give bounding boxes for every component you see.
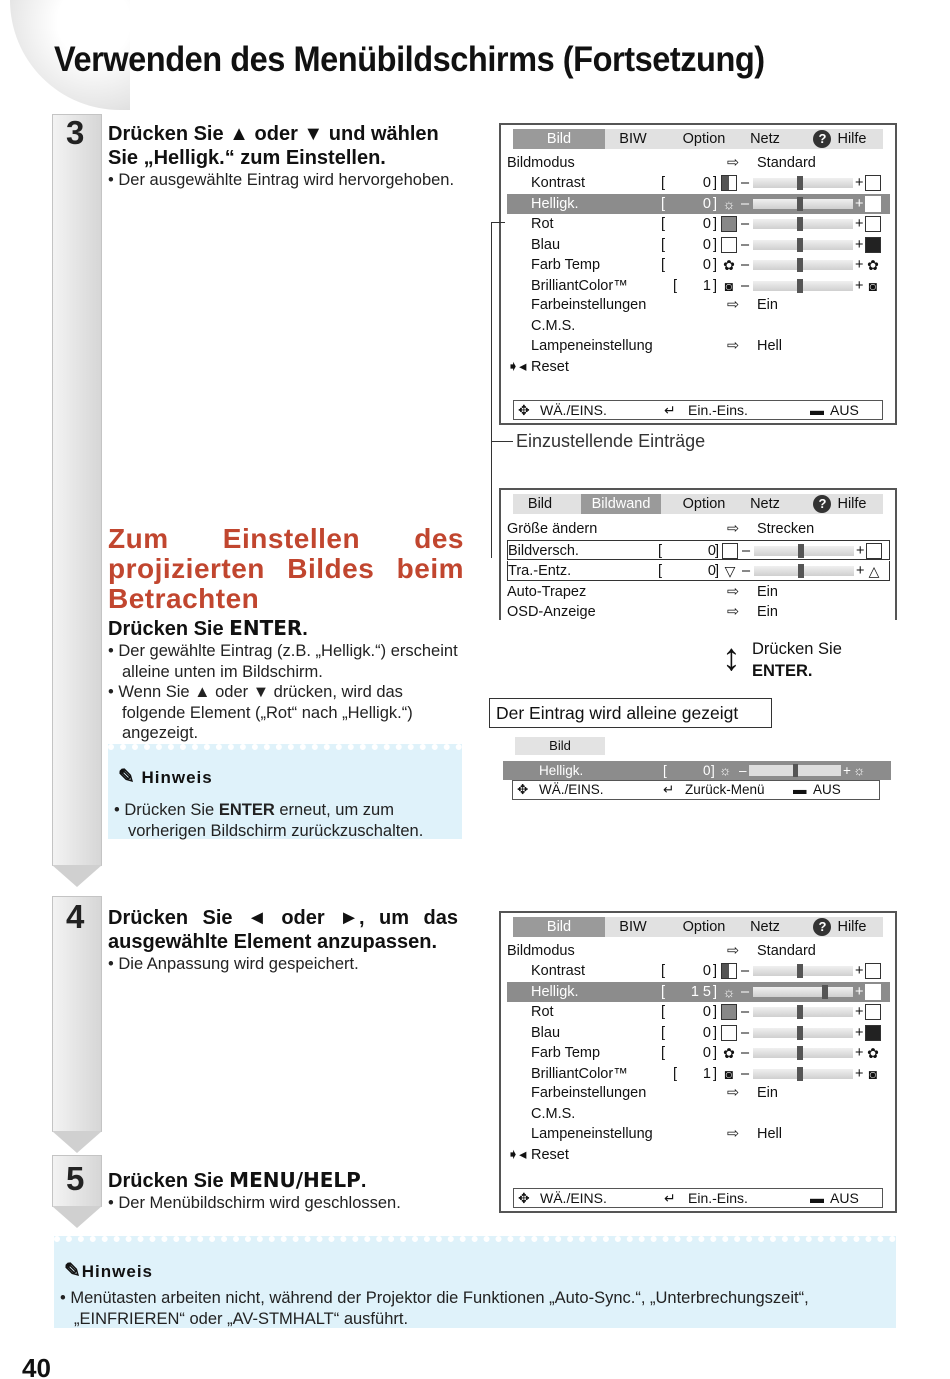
- blue-icon: [721, 1025, 737, 1041]
- color-temp-icon: ✿: [723, 1045, 735, 1061]
- note-text: • Drücken Sie ENTER erneut, um zum vorherigen Bildschirm zurückzuschalten.: [114, 801, 424, 840]
- groesse-label[interactable]: Größe ändern: [507, 521, 598, 537]
- step-3-number: 3: [66, 114, 85, 151]
- lampeneinstellung-value: Hell: [757, 338, 782, 354]
- menu-icon: ▬: [793, 782, 807, 797]
- row-label: Rot: [531, 1004, 554, 1020]
- menu-row-2[interactable]: Rot [ 0 ] – +: [507, 1002, 890, 1022]
- enter-icon: ↵: [664, 1190, 676, 1206]
- row-value: 0: [702, 257, 711, 273]
- callout-line: [491, 441, 513, 442]
- row-label: Blau: [531, 236, 561, 253]
- row-label: BrilliantColor™: [531, 1065, 628, 1082]
- footer-select: WÄ./EINS.: [540, 402, 607, 418]
- menu-row-2[interactable]: Rot [ 0 ] – +: [507, 214, 890, 234]
- red-icon: [865, 1004, 881, 1020]
- brightness-icon: ☼: [866, 195, 880, 212]
- row-label: BrilliantColor™: [531, 277, 628, 294]
- bildversch-slider[interactable]: [754, 546, 854, 556]
- row-value: 0: [702, 963, 711, 979]
- contrast-icon: [865, 963, 881, 979]
- arrow-icon: ⇨: [727, 584, 740, 600]
- contrast-icon: [721, 963, 737, 979]
- single-value: 0: [703, 763, 711, 778]
- enter-icon: ↵: [664, 402, 676, 418]
- farbeinstellungen-label[interactable]: Farbeinstellungen: [531, 1085, 647, 1101]
- step-4-number: 4: [66, 898, 85, 935]
- shift-icon: [722, 543, 738, 559]
- row-value: 1: [702, 1065, 711, 1082]
- row-label: Helligk.: [531, 195, 579, 212]
- traentz-slider[interactable]: [754, 566, 854, 576]
- arrow-icon: ⇨: [727, 338, 740, 354]
- menu-icon: ▬: [810, 402, 824, 418]
- reset-label[interactable]: Reset: [531, 359, 569, 375]
- menu-row-3[interactable]: Blau [ 0 ] – +: [507, 235, 890, 255]
- menu-row-4[interactable]: Farb Temp [ 0 ] ✿ – + ✿: [507, 1043, 890, 1063]
- osd-menu-bildwand: Bild Bildwand Option Netz ? Hilfe Größe ändern ⇨ Strecken Bildversch. [ 0 ] – + Tra.-Entz. [ 0 ] ▽ – + △ Auto-Trapez ⇨ Ein OSD-Anzeige ⇨ Ein: [499, 488, 897, 620]
- cms-label[interactable]: C.M.S.: [531, 1106, 576, 1122]
- farbeinstellungen-label[interactable]: Farbeinstellungen: [531, 297, 647, 313]
- callout-line: [491, 441, 492, 558]
- row-slider[interactable]: [753, 199, 853, 209]
- bildmodus-value: Standard: [757, 943, 816, 959]
- tab-biw[interactable]: BIW: [619, 919, 647, 935]
- groesse-value: Strecken: [757, 521, 815, 537]
- farbeinstellungen-value: Ein: [757, 1085, 778, 1101]
- footer-exit: AUS: [830, 1190, 859, 1206]
- footer-exit: AUS: [813, 782, 841, 797]
- autotrapez-value: Ein: [757, 584, 778, 600]
- brilliantcolor-icon: ◙: [865, 278, 881, 294]
- row-value: 0: [702, 175, 711, 191]
- brilliantcolor-icon: ◙: [724, 1065, 734, 1082]
- blue-icon: [865, 237, 881, 253]
- row-slider[interactable]: [753, 966, 853, 976]
- single-tab: Bild: [515, 737, 605, 755]
- section-title: Zum Einstellen des projizierten Bildes beim Betrachten: [108, 523, 464, 614]
- tab-netz[interactable]: Netz: [750, 496, 780, 512]
- footer-back: Zurück-Menü: [685, 782, 765, 797]
- step-4-heading: Drücken Sie ◄ oder ►, um das ausgewählte Element anzupassen.: [108, 907, 458, 953]
- arrow-icon: ⇨: [727, 297, 740, 313]
- single-row: Helligk. [ 0 ] ☼ – + ☼: [503, 761, 891, 780]
- color-temp-icon: ✿: [865, 257, 881, 273]
- tab-bild[interactable]: Bild: [513, 129, 605, 149]
- move-icon: ✥: [518, 1190, 530, 1206]
- lampeneinstellung-label[interactable]: Lampeneinstellung: [531, 1126, 653, 1142]
- section-subtitle: Drücken Sie ENTER.: [108, 616, 308, 640]
- bildmodus-label: Bildmodus: [507, 155, 575, 171]
- single-label: Helligk.: [539, 763, 584, 778]
- shift-icon: [866, 543, 882, 559]
- farbeinstellungen-value: Ein: [757, 297, 778, 313]
- row-slider[interactable]: [753, 987, 853, 997]
- page-title: Verwenden des Menübildschirms (Fortsetzung): [54, 40, 765, 79]
- osd-menu-bild-2: [499, 911, 897, 1213]
- row-slider[interactable]: [753, 219, 853, 229]
- menu-row-0[interactable]: Kontrast [ 0 ] – +: [507, 961, 890, 981]
- tab-option[interactable]: Option: [682, 496, 726, 512]
- single-slider[interactable]: [749, 765, 841, 776]
- step-3-heading: Drücken Sie ▲ oder ▼ und wählen Sie „Helligk.“ zum Einstellen.: [108, 123, 439, 169]
- row-value: 0: [702, 1004, 711, 1020]
- row-slider[interactable]: [753, 281, 853, 291]
- row-slider[interactable]: [753, 1048, 853, 1058]
- arrow-icon: ⇨: [727, 1126, 740, 1142]
- row-value: 0: [702, 1024, 711, 1041]
- traentz-value: 0: [707, 563, 716, 579]
- bottom-note-title: Hinweis: [81, 1262, 154, 1281]
- brightness-icon: ☼: [853, 763, 866, 778]
- bildversch-value: 0: [707, 543, 716, 559]
- tab-bildwand[interactable]: Bildwand: [581, 494, 661, 514]
- brightness-icon: ☼: [722, 983, 736, 1000]
- blue-icon: [721, 237, 737, 253]
- cms-label[interactable]: C.M.S.: [531, 318, 576, 334]
- row-label: Blau: [531, 1024, 561, 1041]
- color-temp-icon: ✿: [723, 257, 735, 273]
- tab-netz[interactable]: Netz: [750, 131, 780, 147]
- contrast-icon: [721, 175, 737, 191]
- row-value: 0: [702, 1045, 711, 1061]
- keystone-icon: △: [866, 563, 882, 579]
- tab-option[interactable]: Option: [682, 131, 726, 147]
- step-4-bullet: • Die Anpassung wird gespeichert.: [108, 955, 359, 973]
- footer-exit: AUS: [830, 402, 859, 418]
- note-title: Hinweis: [141, 768, 213, 787]
- menu-row-1[interactable]: Helligk. [ 0 ] ☼ – + ☼: [507, 194, 890, 214]
- red-icon: [721, 1004, 737, 1020]
- enter-icon: ↵: [663, 782, 675, 797]
- row-label: Helligk.: [531, 983, 579, 1000]
- menu-row-1[interactable]: Helligk. [ 1 5 ] ☼ – + ☼: [507, 982, 890, 1002]
- pencil-icon: ✎: [118, 766, 136, 788]
- menu-icon: ▬: [810, 1190, 824, 1206]
- autotrapez-label[interactable]: Auto-Trapez: [507, 584, 587, 600]
- osd-value: Ein: [757, 604, 778, 620]
- tab-netz[interactable]: Netz: [750, 919, 780, 935]
- section-bullet-1: • Der gewählte Eintrag (z.B. „Helligk.“) erscheint alleine unten im Bildschirm.: [108, 642, 458, 681]
- callout-line: [491, 222, 505, 223]
- note-box: [108, 744, 462, 839]
- step-3-bullet: • Der ausgewählte Eintrag wird hervorgehoben.: [108, 171, 455, 189]
- row-slider[interactable]: [753, 240, 853, 250]
- red-icon: [865, 216, 881, 232]
- up-down-arrow-icon: ↕: [722, 637, 741, 679]
- bildmodus-value: Standard: [757, 155, 816, 171]
- tab-option[interactable]: Option: [682, 919, 726, 935]
- row-value: 0: [702, 195, 711, 212]
- row-slider[interactable]: [753, 1028, 853, 1038]
- reset-icon: ➧◂: [507, 359, 527, 375]
- page-number: 40: [22, 1353, 51, 1379]
- row-label: Kontrast: [531, 963, 585, 979]
- tab-hilfe[interactable]: ? Hilfe: [805, 129, 875, 149]
- bildversch-label[interactable]: Bildversch.: [508, 543, 579, 559]
- menu-row-0[interactable]: Kontrast [ 0 ] – +: [507, 173, 890, 193]
- keystone-icon: ▽: [724, 563, 736, 579]
- step-3-bar: [52, 114, 102, 866]
- menu-row-5[interactable]: BrilliantColor™ [ 1 ] ◙ – + ◙: [507, 1064, 890, 1084]
- row-label: Kontrast: [531, 175, 585, 191]
- tab-biw[interactable]: BIW: [619, 131, 647, 147]
- brightness-icon: ☼: [719, 763, 732, 778]
- osd-menu-bild-1: [499, 123, 897, 425]
- step-5-heading: Drücken Sie MENU/HELP.: [108, 1168, 367, 1192]
- row-label: Farb Temp: [531, 257, 601, 273]
- row-slider[interactable]: [753, 260, 853, 270]
- callout-enter: ENTER.: [752, 662, 813, 680]
- row-slider[interactable]: [753, 1069, 853, 1079]
- tab-hilfe[interactable]: ? Hilfe: [805, 494, 875, 514]
- row-value: 0: [702, 216, 711, 232]
- bottom-note-box: [54, 1236, 896, 1328]
- menu-row-3[interactable]: Blau [ 0 ] – +: [507, 1023, 890, 1043]
- footer-enter: Ein.-Eins.: [688, 402, 748, 418]
- row-slider[interactable]: [753, 1007, 853, 1017]
- blue-icon: [865, 1025, 881, 1041]
- callout-line: [491, 222, 492, 442]
- osd-label[interactable]: OSD-Anzeige: [507, 604, 596, 620]
- brightness-icon: ☼: [866, 983, 880, 1000]
- step-5-bullet: • Der Menübildschirm wird geschlossen.: [108, 1194, 401, 1212]
- help-icon: ?: [813, 495, 831, 513]
- row-value: 1: [702, 277, 711, 294]
- bottom-note-text: • Menütasten arbeiten nicht, während der Projektor die Funktionen „Auto-Sync.“, „Unterbrechungszeit“, „EINFRIEREN“ oder „AV-STMHALT“ ausführt.: [60, 1289, 809, 1328]
- footer-select: WÄ./EINS.: [540, 1190, 607, 1206]
- arrow-icon: ⇨: [727, 155, 740, 171]
- help-icon: ?: [813, 918, 831, 936]
- arrow-icon: ⇨: [727, 1085, 740, 1101]
- footer-select: WÄ./EINS.: [539, 782, 604, 797]
- callout-press: Drücken Sie: [752, 640, 842, 658]
- step-5-number: 5: [66, 1160, 85, 1197]
- reset-icon: ➧◂: [507, 1147, 527, 1163]
- reset-label[interactable]: Reset: [531, 1147, 569, 1163]
- pencil-icon: ✎: [64, 1260, 82, 1282]
- contrast-icon: [865, 175, 881, 191]
- row-label: Farb Temp: [531, 1045, 601, 1061]
- brilliantcolor-icon: ◙: [724, 277, 734, 294]
- move-icon: ✥: [518, 402, 530, 418]
- row-label: Rot: [531, 216, 554, 232]
- tab-bild[interactable]: Bild: [513, 917, 605, 937]
- bildmodus-label: Bildmodus: [507, 943, 575, 959]
- single-footer: [512, 780, 880, 800]
- row-value: 1 5: [690, 983, 711, 1000]
- arrow-icon: ⇨: [727, 521, 740, 537]
- section-bullet-2: • Wenn Sie ▲ oder ▼ drücken, wird das folgende Element („Rot“ nach „Helligk.“) angezeigt.: [108, 683, 413, 742]
- lampeneinstellung-label[interactable]: Lampeneinstellung: [531, 338, 653, 354]
- brilliantcolor-icon: ◙: [865, 1066, 881, 1082]
- row-slider[interactable]: [753, 178, 853, 188]
- color-temp-icon: ✿: [865, 1045, 881, 1061]
- brightness-icon: ☼: [722, 195, 736, 212]
- menu-row-4[interactable]: Farb Temp [ 0 ] ✿ – + ✿: [507, 255, 890, 275]
- row-value: 0: [702, 236, 711, 253]
- callout-alone: Der Eintrag wird alleine gezeigt: [489, 698, 772, 728]
- help-icon: ?: [813, 130, 831, 148]
- tab-hilfe[interactable]: ? Hilfe: [805, 917, 875, 937]
- traentz-label[interactable]: Tra.-Entz.: [508, 563, 572, 579]
- tab-bild[interactable]: Bild: [527, 496, 553, 512]
- footer-enter: Ein.-Eins.: [688, 1190, 748, 1206]
- lampeneinstellung-value: Hell: [757, 1126, 782, 1142]
- callout-einstellende: Einzustellende Einträge: [516, 431, 706, 451]
- move-icon: ✥: [517, 782, 529, 797]
- red-icon: [721, 216, 737, 232]
- menu-row-5[interactable]: BrilliantColor™ [ 1 ] ◙ – + ◙: [507, 276, 890, 296]
- arrow-icon: ⇨: [727, 604, 740, 620]
- arrow-icon: ⇨: [727, 943, 740, 959]
